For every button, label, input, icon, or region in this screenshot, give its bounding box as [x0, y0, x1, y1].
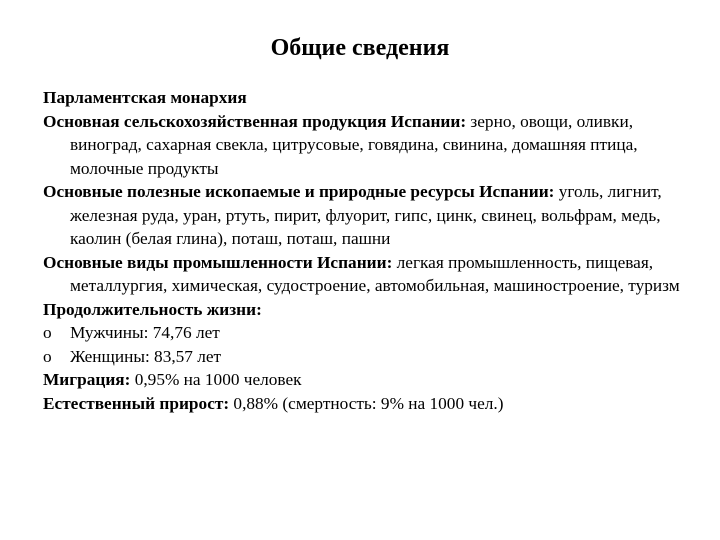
- item-migration: [43, 368, 683, 392]
- item-government-form: [43, 86, 683, 110]
- item-life-expectancy: [43, 298, 683, 322]
- bullet-icon: o: [43, 323, 52, 342]
- item-industry: [43, 251, 683, 298]
- slide-title: Общие сведения: [270, 35, 450, 61]
- item-label: Основные виды промышленности Испании:: [43, 252, 393, 272]
- item-label: Основная сельскохозяйственная продукция Испании:: [43, 111, 467, 131]
- item-label: Продолжительность жизни:: [43, 299, 262, 319]
- bullet-icon: o: [43, 346, 52, 366]
- item-label: Миграция:: [43, 370, 131, 389]
- list-item-men: [43, 321, 683, 345]
- list-item-text: Мужчины: 74,76 лет: [70, 323, 220, 342]
- item-text: 0,95% на 1000 человек: [130, 370, 302, 389]
- item-text: 0,88% (смертность: 9% на 1000 чел.): [229, 393, 504, 413]
- list-item-women: [43, 345, 683, 369]
- item-text: зерно, овощи, оливки, виноград, сахарная свекла, цитрусовые, говядина, свинина, домашняя птица, молочные продукты: [70, 111, 638, 178]
- list-item-text: Женщины: 83,57 лет: [70, 346, 222, 366]
- slide-content: [43, 86, 683, 415]
- item-natural-growth: [43, 392, 683, 416]
- item-resources: [43, 180, 683, 251]
- item-agriculture: [43, 110, 683, 181]
- item-label: Естественный прирост:: [43, 393, 230, 413]
- item-text: уголь, лигнит, железная руда, уран, ртуть, пирит, флуорит, гипс, цинк, свинец, вольфрам, медь, каолин (белая глина), поташ, поташ, пашни: [70, 182, 662, 248]
- item-text: легкая промышленность, пищевая, металлургия, химическая, судостроение, автомобильная, машиностроение, туризм: [70, 252, 680, 295]
- item-label: Основные полезные ископаемые и природные ресурсы Испании:: [43, 182, 555, 201]
- item-label: Парламентская монархия: [43, 88, 247, 107]
